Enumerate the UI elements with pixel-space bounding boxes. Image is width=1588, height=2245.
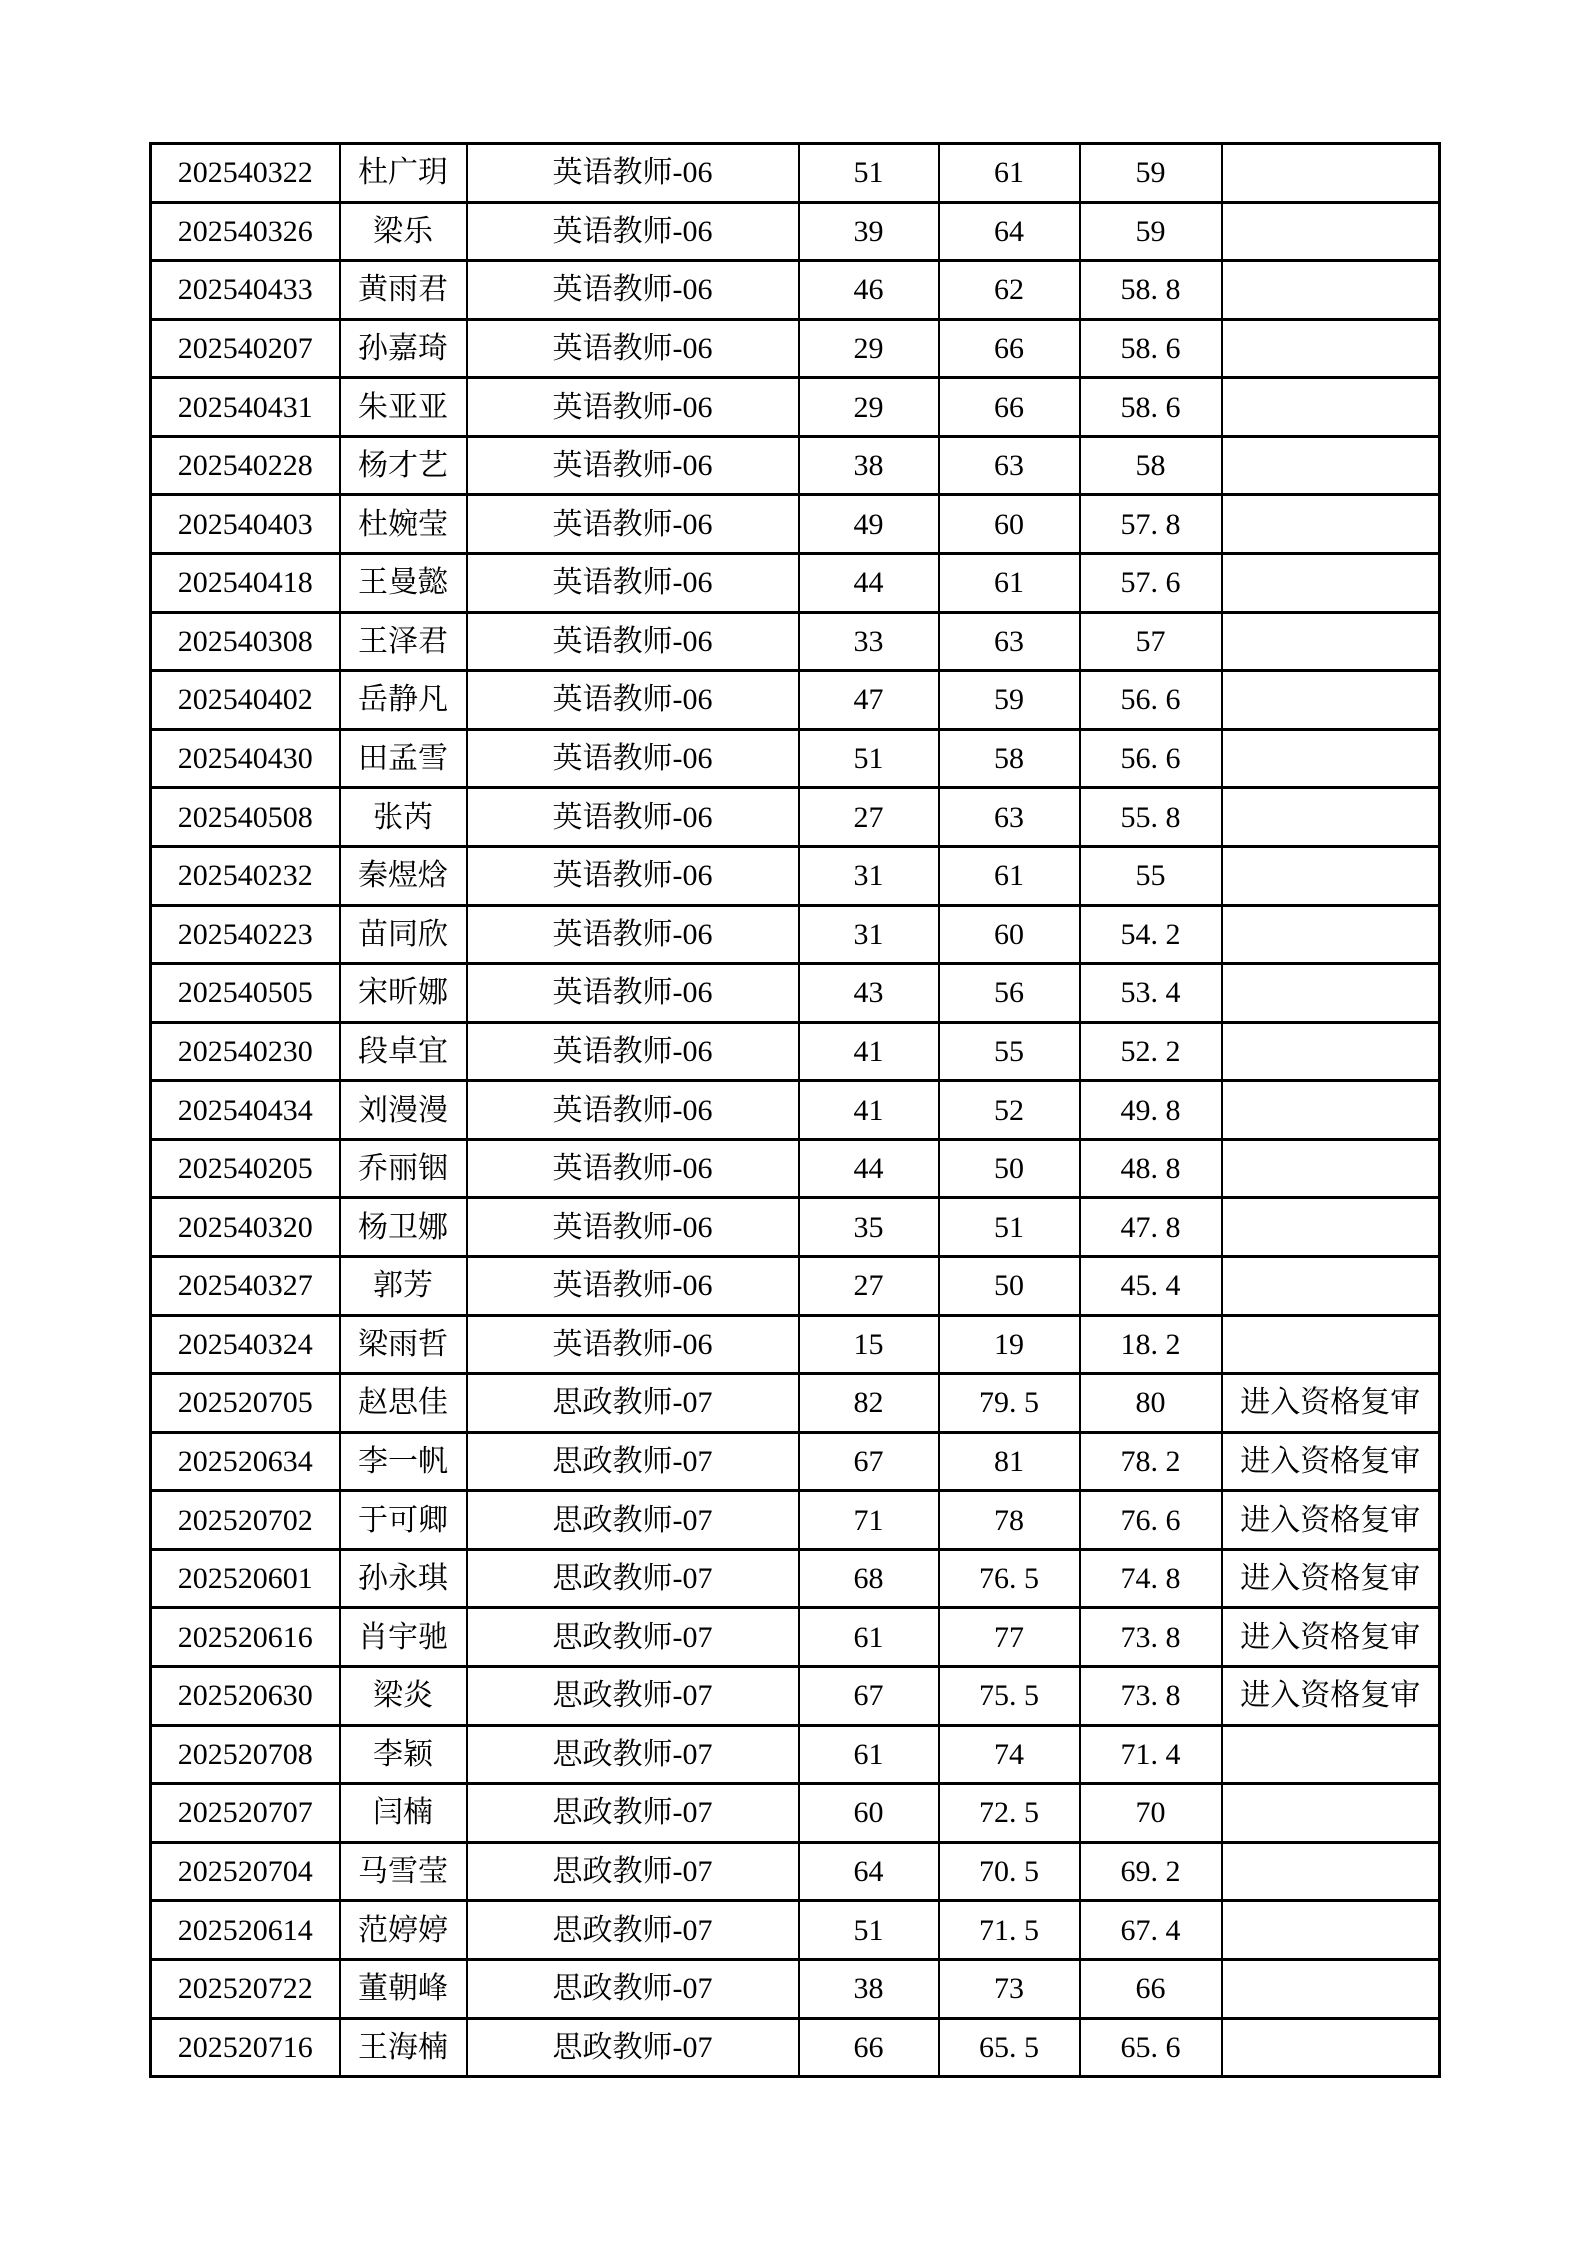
score2-cell: 19 [939,1315,1080,1374]
candidate-name-cell: 王海楠 [340,2018,467,2077]
remark-cell: 进入资格复审 [1222,1374,1440,1433]
remark-cell [1222,1256,1440,1315]
remark-cell [1222,905,1440,964]
score1-cell: 29 [799,319,939,378]
table-row [151,1198,1440,1257]
score3-cell: 57. 8 [1080,495,1222,554]
score3-cell: 56. 6 [1080,729,1222,788]
candidate-id-cell: 202520707 [151,1784,340,1843]
position-cell: 英语教师-06 [467,202,799,261]
score3-cell: 65. 6 [1080,2018,1222,2077]
score2-cell: 60 [939,495,1080,554]
candidate-id-cell: 202520704 [151,1842,340,1901]
candidate-name-cell: 杨卫娜 [340,1198,467,1257]
position-cell: 英语教师-06 [467,612,799,671]
candidate-name-cell: 杜婉莹 [340,495,467,554]
score2-cell: 61 [939,554,1080,613]
position-cell: 英语教师-06 [467,554,799,613]
score1-cell: 51 [799,729,939,788]
score2-cell: 70. 5 [939,1842,1080,1901]
table-row [151,319,1440,378]
candidate-name-cell: 宋昕娜 [340,964,467,1023]
remark-cell [1222,2018,1440,2077]
remark-cell: 进入资格复审 [1222,1667,1440,1726]
score1-cell: 71 [799,1491,939,1550]
remark-cell [1222,1959,1440,2018]
candidate-name-cell: 马雪莹 [340,1842,467,1901]
score1-cell: 82 [799,1374,939,1433]
remark-cell [1222,964,1440,1023]
position-cell: 思政教师-07 [467,1725,799,1784]
score3-cell: 76. 6 [1080,1491,1222,1550]
candidate-name-cell: 李颖 [340,1725,467,1784]
score1-cell: 39 [799,202,939,261]
score1-cell: 31 [799,846,939,905]
position-cell: 思政教师-07 [467,1959,799,2018]
candidate-id-cell: 202540326 [151,202,340,261]
candidate-name-cell: 王曼懿 [340,554,467,613]
candidate-id-cell: 202520705 [151,1374,340,1433]
score3-cell: 58. 6 [1080,319,1222,378]
candidate-name-cell: 闫楠 [340,1784,467,1843]
score1-cell: 67 [799,1667,939,1726]
remark-cell [1222,202,1440,261]
score3-cell: 58. 8 [1080,261,1222,320]
candidate-id-cell: 202540324 [151,1315,340,1374]
candidate-id-cell: 202540505 [151,964,340,1023]
candidate-name-cell: 朱亚亚 [340,378,467,437]
table-row [151,612,1440,671]
table-row [151,1725,1440,1784]
table-row [151,1315,1440,1374]
table-row [151,1139,1440,1198]
remark-cell [1222,1081,1440,1140]
remark-cell [1222,319,1440,378]
candidate-id-cell: 202540228 [151,436,340,495]
candidate-id-cell: 202520616 [151,1608,340,1667]
candidate-id-cell: 202540433 [151,261,340,320]
position-cell: 英语教师-06 [467,1198,799,1257]
position-cell: 思政教师-07 [467,1491,799,1550]
score3-cell: 67. 4 [1080,1901,1222,1960]
remark-cell [1222,846,1440,905]
score2-cell: 63 [939,436,1080,495]
position-cell: 英语教师-06 [467,1022,799,1081]
score2-cell: 61 [939,846,1080,905]
table-row [151,1608,1440,1667]
score1-cell: 47 [799,671,939,730]
candidate-name-cell: 范婷婷 [340,1901,467,1960]
position-cell: 思政教师-07 [467,1432,799,1491]
position-cell: 英语教师-06 [467,319,799,378]
candidate-id-cell: 202540434 [151,1081,340,1140]
table-row [151,1374,1440,1433]
score2-cell: 77 [939,1608,1080,1667]
table-row [151,1667,1440,1726]
score2-cell: 81 [939,1432,1080,1491]
candidate-name-cell: 田孟雪 [340,729,467,788]
table-row [151,495,1440,554]
score1-cell: 66 [799,2018,939,2077]
score1-cell: 43 [799,964,939,1023]
position-cell: 思政教师-07 [467,1667,799,1726]
table-row [151,202,1440,261]
score3-cell: 57 [1080,612,1222,671]
score2-cell: 50 [939,1256,1080,1315]
position-cell: 英语教师-06 [467,964,799,1023]
score3-cell: 73. 8 [1080,1667,1222,1726]
candidate-name-cell: 乔丽铟 [340,1139,467,1198]
score2-cell: 76. 5 [939,1549,1080,1608]
candidate-name-cell: 孙嘉琦 [340,319,467,378]
score1-cell: 68 [799,1549,939,1608]
candidate-name-cell: 苗同欣 [340,905,467,964]
remark-cell [1222,788,1440,847]
remark-cell [1222,1842,1440,1901]
position-cell: 英语教师-06 [467,1081,799,1140]
score2-cell: 73 [939,1959,1080,2018]
score1-cell: 33 [799,612,939,671]
score3-cell: 55. 8 [1080,788,1222,847]
score1-cell: 51 [799,1901,939,1960]
position-cell: 英语教师-06 [467,846,799,905]
score3-cell: 52. 2 [1080,1022,1222,1081]
candidate-name-cell: 赵思佳 [340,1374,467,1433]
remark-cell: 进入资格复审 [1222,1549,1440,1608]
candidate-id-cell: 202540431 [151,378,340,437]
results-table [149,142,1441,2078]
score2-cell: 65. 5 [939,2018,1080,2077]
table-row [151,1784,1440,1843]
score1-cell: 49 [799,495,939,554]
candidate-name-cell: 梁乐 [340,202,467,261]
score1-cell: 61 [799,1725,939,1784]
candidate-id-cell: 202540320 [151,1198,340,1257]
candidate-name-cell: 秦煜焓 [340,846,467,905]
position-cell: 英语教师-06 [467,729,799,788]
table-row [151,905,1440,964]
position-cell: 英语教师-06 [467,1315,799,1374]
remark-cell [1222,671,1440,730]
remark-cell [1222,1139,1440,1198]
position-cell: 思政教师-07 [467,1901,799,1960]
remark-cell: 进入资格复审 [1222,1608,1440,1667]
candidate-id-cell: 202520702 [151,1491,340,1550]
candidate-id-cell: 202540322 [151,144,340,203]
table-row [151,846,1440,905]
score3-cell: 59 [1080,144,1222,203]
remark-cell [1222,1315,1440,1374]
candidate-id-cell: 202520630 [151,1667,340,1726]
score2-cell: 59 [939,671,1080,730]
score3-cell: 47. 8 [1080,1198,1222,1257]
candidate-id-cell: 202520708 [151,1725,340,1784]
score3-cell: 78. 2 [1080,1432,1222,1491]
score1-cell: 46 [799,261,939,320]
score2-cell: 78 [939,1491,1080,1550]
table-row [151,378,1440,437]
candidate-id-cell: 202540232 [151,846,340,905]
candidate-name-cell: 张芮 [340,788,467,847]
table-row [151,1491,1440,1550]
candidate-id-cell: 202540230 [151,1022,340,1081]
position-cell: 思政教师-07 [467,1608,799,1667]
score3-cell: 18. 2 [1080,1315,1222,1374]
table-row [151,144,1440,203]
score2-cell: 72. 5 [939,1784,1080,1843]
remark-cell: 进入资格复审 [1222,1432,1440,1491]
score1-cell: 15 [799,1315,939,1374]
score1-cell: 38 [799,1959,939,2018]
score2-cell: 61 [939,144,1080,203]
score3-cell: 53. 4 [1080,964,1222,1023]
score3-cell: 54. 2 [1080,905,1222,964]
score2-cell: 58 [939,729,1080,788]
candidate-id-cell: 202520601 [151,1549,340,1608]
score3-cell: 66 [1080,1959,1222,2018]
position-cell: 英语教师-06 [467,378,799,437]
table-row [151,1081,1440,1140]
candidate-id-cell: 202540403 [151,495,340,554]
score3-cell: 58 [1080,436,1222,495]
table-row [151,1022,1440,1081]
candidate-name-cell: 梁炎 [340,1667,467,1726]
score2-cell: 63 [939,788,1080,847]
score3-cell: 48. 8 [1080,1139,1222,1198]
score2-cell: 55 [939,1022,1080,1081]
score3-cell: 73. 8 [1080,1608,1222,1667]
score1-cell: 35 [799,1198,939,1257]
candidate-id-cell: 202540327 [151,1256,340,1315]
candidate-name-cell: 段卓宜 [340,1022,467,1081]
table-row [151,436,1440,495]
score3-cell: 45. 4 [1080,1256,1222,1315]
score1-cell: 60 [799,1784,939,1843]
remark-cell [1222,436,1440,495]
position-cell: 英语教师-06 [467,495,799,554]
table-row [151,1901,1440,1960]
remark-cell [1222,554,1440,613]
score1-cell: 51 [799,144,939,203]
score3-cell: 74. 8 [1080,1549,1222,1608]
position-cell: 英语教师-06 [467,1256,799,1315]
remark-cell [1222,1901,1440,1960]
remark-cell [1222,612,1440,671]
candidate-id-cell: 202540418 [151,554,340,613]
score2-cell: 62 [939,261,1080,320]
position-cell: 英语教师-06 [467,788,799,847]
candidate-name-cell: 岳静凡 [340,671,467,730]
position-cell: 英语教师-06 [467,1139,799,1198]
remark-cell [1222,495,1440,554]
score2-cell: 56 [939,964,1080,1023]
score1-cell: 41 [799,1022,939,1081]
score3-cell: 70 [1080,1784,1222,1843]
score1-cell: 67 [799,1432,939,1491]
remark-cell [1222,729,1440,788]
candidate-id-cell: 202520716 [151,2018,340,2077]
score1-cell: 38 [799,436,939,495]
candidate-id-cell: 202520634 [151,1432,340,1491]
table-row [151,2018,1440,2077]
score3-cell: 57. 6 [1080,554,1222,613]
score3-cell: 55 [1080,846,1222,905]
results-table-body [151,144,1440,2077]
candidate-name-cell: 刘漫漫 [340,1081,467,1140]
candidate-id-cell: 202540223 [151,905,340,964]
score2-cell: 66 [939,378,1080,437]
candidate-id-cell: 202540402 [151,671,340,730]
candidate-name-cell: 董朝峰 [340,1959,467,2018]
score3-cell: 58. 6 [1080,378,1222,437]
position-cell: 英语教师-06 [467,436,799,495]
position-cell: 思政教师-07 [467,1784,799,1843]
candidate-id-cell: 202540308 [151,612,340,671]
score2-cell: 51 [939,1198,1080,1257]
score2-cell: 50 [939,1139,1080,1198]
score2-cell: 71. 5 [939,1901,1080,1960]
candidate-id-cell: 202540205 [151,1139,340,1198]
position-cell: 英语教师-06 [467,261,799,320]
score3-cell: 56. 6 [1080,671,1222,730]
score1-cell: 31 [799,905,939,964]
table-row [151,1959,1440,2018]
candidate-id-cell: 202540207 [151,319,340,378]
table-row [151,729,1440,788]
remark-cell: 进入资格复审 [1222,1491,1440,1550]
table-row [151,261,1440,320]
candidate-id-cell: 202540430 [151,729,340,788]
table-row [151,1432,1440,1491]
score2-cell: 52 [939,1081,1080,1140]
position-cell: 思政教师-07 [467,1374,799,1433]
candidate-name-cell: 杜广玥 [340,144,467,203]
score1-cell: 64 [799,1842,939,1901]
candidate-name-cell: 王泽君 [340,612,467,671]
score1-cell: 61 [799,1608,939,1667]
score2-cell: 75. 5 [939,1667,1080,1726]
score3-cell: 69. 2 [1080,1842,1222,1901]
remark-cell [1222,378,1440,437]
position-cell: 思政教师-07 [467,2018,799,2077]
score2-cell: 74 [939,1725,1080,1784]
score1-cell: 27 [799,1256,939,1315]
candidate-id-cell: 202540508 [151,788,340,847]
score1-cell: 27 [799,788,939,847]
table-row [151,788,1440,847]
candidate-name-cell: 郭芳 [340,1256,467,1315]
candidate-name-cell: 于可卿 [340,1491,467,1550]
candidate-name-cell: 黄雨君 [340,261,467,320]
score1-cell: 44 [799,1139,939,1198]
remark-cell [1222,1725,1440,1784]
remark-cell [1222,144,1440,203]
position-cell: 英语教师-06 [467,144,799,203]
candidate-name-cell: 李一帆 [340,1432,467,1491]
table-row [151,554,1440,613]
table-row [151,1549,1440,1608]
remark-cell [1222,261,1440,320]
candidate-name-cell: 肖宇驰 [340,1608,467,1667]
score2-cell: 64 [939,202,1080,261]
score1-cell: 29 [799,378,939,437]
candidate-name-cell: 孙永琪 [340,1549,467,1608]
score3-cell: 80 [1080,1374,1222,1433]
candidate-name-cell: 梁雨哲 [340,1315,467,1374]
score2-cell: 66 [939,319,1080,378]
candidate-id-cell: 202520722 [151,1959,340,2018]
remark-cell [1222,1784,1440,1843]
candidate-name-cell: 杨才艺 [340,436,467,495]
score1-cell: 44 [799,554,939,613]
position-cell: 英语教师-06 [467,671,799,730]
candidate-id-cell: 202520614 [151,1901,340,1960]
score2-cell: 63 [939,612,1080,671]
score3-cell: 71. 4 [1080,1725,1222,1784]
table-row [151,1256,1440,1315]
remark-cell [1222,1198,1440,1257]
table-row [151,671,1440,730]
score2-cell: 60 [939,905,1080,964]
remark-cell [1222,1022,1440,1081]
score2-cell: 79. 5 [939,1374,1080,1433]
score3-cell: 59 [1080,202,1222,261]
position-cell: 思政教师-07 [467,1549,799,1608]
table-row [151,964,1440,1023]
position-cell: 思政教师-07 [467,1842,799,1901]
score1-cell: 41 [799,1081,939,1140]
position-cell: 英语教师-06 [467,905,799,964]
score3-cell: 49. 8 [1080,1081,1222,1140]
table-row [151,1842,1440,1901]
